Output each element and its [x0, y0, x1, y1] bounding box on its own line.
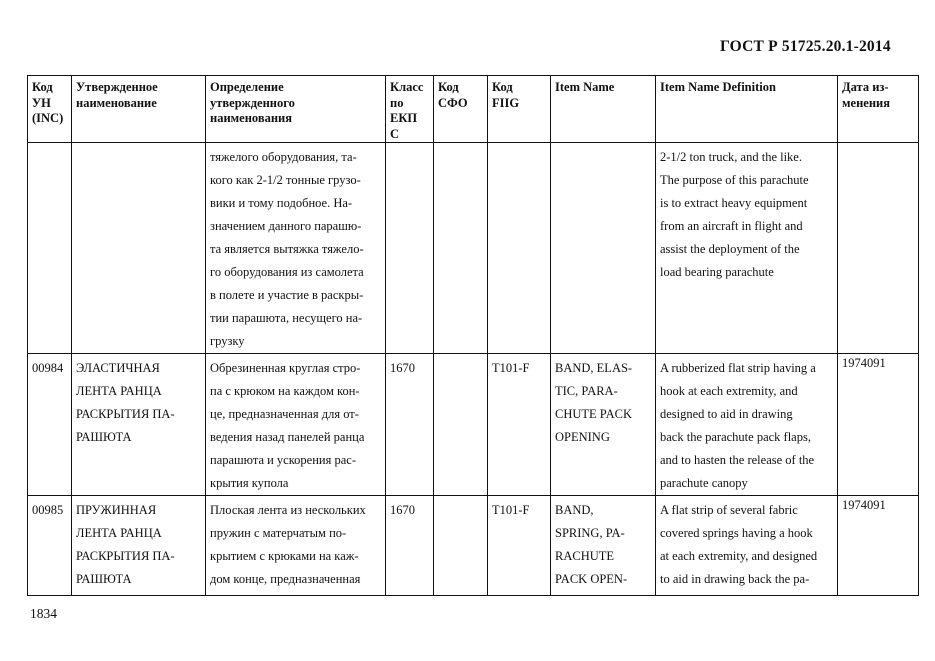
cell-line: наименования [210, 111, 293, 125]
cell-name [72, 496, 206, 596]
cell-line: наименование [76, 95, 157, 110]
cell-line: ведения назад панелей ранца [210, 430, 365, 444]
cell-date: 1974091 [838, 496, 919, 596]
cell-line: A rubberized flat strip having a [660, 361, 816, 375]
cell-line: BAND, [555, 503, 594, 517]
cell-line: to aid in drawing back the pa- [660, 572, 810, 586]
cell-line: РАШЮТА [76, 430, 132, 444]
cell-item-definition [656, 354, 838, 496]
cell-line: РАШЮТА [76, 572, 132, 586]
cell-line: back the parachute pack flaps, [660, 430, 811, 444]
cell-item-name [551, 354, 656, 496]
cell-line: РАСКРЫТИЯ ПА- [76, 407, 175, 421]
column-header [656, 76, 838, 143]
cell-code: 00985 [28, 496, 72, 596]
cell-line: та является вытяжка тяжело- [210, 242, 364, 256]
cell-fiig: T101-F [488, 496, 551, 596]
cell-line: TIC, PARA- [555, 384, 618, 398]
cell-line: SPRING, PA- [555, 526, 625, 540]
cell-line: УН [32, 95, 51, 110]
cell-line: at each extremity, and designed [660, 549, 818, 563]
cell-line: and to hasten the release of the [660, 453, 815, 467]
cell-line: пружин с матерчатым по- [210, 526, 347, 540]
cell-name [72, 354, 206, 496]
cell-code [28, 143, 72, 354]
cell-line: Код [492, 80, 513, 94]
cell-line: Определение [210, 80, 284, 94]
cell-name [72, 143, 206, 354]
column-header [551, 76, 656, 143]
page-number: 1834 [30, 606, 57, 621]
cell-line: го оборудования из самолета [210, 265, 364, 279]
cell-line: RACHUTE [555, 549, 615, 563]
cell-definition [206, 354, 386, 496]
cell-line: по [390, 95, 404, 110]
cell-line: OPENING [555, 430, 610, 444]
cell-line: Плоская лента из нескольких [210, 503, 366, 517]
cell-line: parachute canopy [660, 476, 748, 490]
cell-line: це, предназначенная для от- [210, 407, 359, 421]
cell-definition [206, 496, 386, 596]
cell-line: ЛЕНТА РАНЦА [76, 526, 162, 540]
table-row [28, 354, 919, 496]
cell-line: is to extract heavy equipment [660, 196, 808, 210]
cell-line: грузку [210, 334, 245, 348]
table-row [28, 496, 919, 596]
cell-fiig: T101-F [488, 354, 551, 496]
cell-line: The purpose of this parachute [660, 173, 809, 187]
standard-number: ГОСТ Р 51725.20.1-2014 [720, 38, 891, 55]
cell-line: load bearing parachute [660, 265, 774, 279]
cell-line: СФО [438, 95, 468, 110]
column-header [434, 76, 488, 143]
cell-class [386, 143, 434, 354]
cell-line: менения [842, 95, 890, 110]
cell-line: PACK OPEN- [555, 572, 628, 586]
cell-line: covered springs having a hook [660, 526, 813, 540]
cell-line: дом конце, предназначенная [210, 572, 361, 586]
cell-line: FIIG [492, 95, 520, 110]
cell-class: 1670 [386, 354, 434, 496]
header-row [28, 76, 919, 143]
cell-line: CHUTE PACK [555, 407, 632, 421]
table-row [28, 143, 919, 354]
cell-line: ПРУЖИННАЯ [76, 503, 157, 517]
cell-line: A flat strip of several fabric [660, 503, 798, 517]
cell-line: крытием с крюками на каж- [210, 549, 359, 563]
column-header [386, 76, 434, 143]
cell-line: РАСКРЫТИЯ ПА- [76, 549, 175, 563]
cell-line: кого как 2-1/2 тонные грузо- [210, 173, 361, 187]
column-header [488, 76, 551, 143]
cell-date [838, 143, 919, 354]
cell-line: па с крюком на каждом кон- [210, 384, 360, 398]
cell-line: тии парашюта, несущего на- [210, 311, 363, 325]
cell-line: designed to aid in drawing [660, 407, 793, 421]
cell-line: hook at each extremity, and [660, 384, 798, 398]
cell-item-definition [656, 496, 838, 596]
cell-line: тяжелого оборудования, та- [210, 150, 357, 164]
cell-line: в полете и участие в раскры- [210, 288, 364, 302]
cell-line: BAND, ELAS- [555, 361, 633, 375]
cell-line: Дата из- [842, 80, 889, 94]
cell-sfo [434, 143, 488, 354]
cell-fiig [488, 143, 551, 354]
column-header [206, 76, 386, 143]
cell-item-name [551, 143, 656, 354]
cell-line: значением данного парашю- [210, 219, 362, 233]
column-header [838, 76, 919, 143]
cell-line: from an aircraft in flight and [660, 219, 803, 233]
cell-line: парашюта и ускорения рас- [210, 453, 356, 467]
cell-item-name [551, 496, 656, 596]
cell-sfo [434, 354, 488, 496]
cell-line: (INC) [32, 111, 64, 125]
cell-line: Item Name Definition [660, 80, 776, 94]
cell-line: Утвержденное [76, 80, 158, 94]
cell-line: С [390, 126, 400, 141]
cell-line: вики и тому подобное. На- [210, 196, 353, 210]
cell-line: ЛЕНТА РАНЦА [76, 384, 162, 398]
cell-line: Класс [390, 80, 424, 94]
cell-date: 1974091 [838, 354, 919, 496]
column-header [28, 76, 72, 143]
cell-line: ЕКП [390, 111, 418, 125]
cell-line: крытия купола [210, 476, 289, 490]
cell-code: 00984 [28, 354, 72, 496]
cell-line: assist the deployment of the [660, 242, 800, 256]
cell-class: 1670 [386, 496, 434, 596]
cell-line: Обрезиненная круглая стро- [210, 361, 361, 375]
column-header [72, 76, 206, 143]
cell-line: Item Name [555, 80, 615, 94]
cell-item-definition [656, 143, 838, 354]
cell-sfo [434, 496, 488, 596]
nomenclature-table [27, 75, 919, 596]
cell-line: Код [438, 80, 459, 94]
cell-line: ЭЛАСТИЧНАЯ [76, 361, 160, 375]
cell-line: 2-1/2 ton truck, and the like. [660, 150, 802, 164]
cell-definition [206, 143, 386, 354]
cell-line: утвержденного [210, 95, 295, 110]
cell-line: Код [32, 80, 53, 94]
